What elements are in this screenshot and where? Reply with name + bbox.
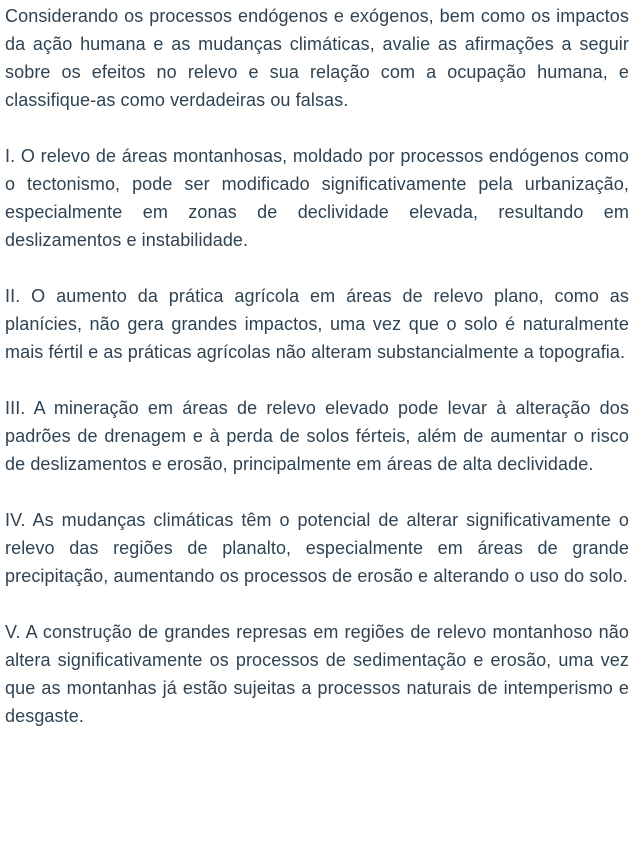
statement-v: V. A construção de grandes represas em regiões de relevo montanhoso não altera significativamente os processos de sedimentação e erosão, uma vez que as montanhas já estão sujeitas a processos naturais de intemperismo e desgaste. <box>5 622 629 726</box>
statement-i: I. O relevo de áreas montanhosas, moldado por processos endógenos como o tectonismo, pode ser modificado significativamente pela urbanização, especialmente em zonas de declividade elevada, resultando em deslizamentos e instabilidade. <box>5 146 629 250</box>
statement-iv: IV. As mudanças climáticas têm o potencial de alterar significativamente o relevo das regiões de planalto, especialmente em áreas de grande precipitação, aumentando os processos de erosão e alterando o uso do solo. <box>5 510 629 586</box>
statement-ii: II. O aumento da prática agrícola em áreas de relevo plano, como as planícies, não gera grandes impactos, uma vez que o solo é naturalmente mais fértil e as práticas agrícolas não alteram substancialmente a topografia. <box>5 286 629 362</box>
statement-iii: III. A mineração em áreas de relevo elevado pode levar à alteração dos padrões de drenagem e à perda de solos férteis, além de aumentar o risco de deslizamentos e erosão, principalmente em áreas de alta declividade. <box>5 398 629 474</box>
question-intro: Considerando os processos endógenos e exógenos, bem como os impactos da ação humana e as mudanças climáticas, avalie as afirmações a seguir sobre os efeitos no relevo e sua relação com a ocupação humana, e classifique-as como verdadeiras ou falsas. <box>5 6 629 110</box>
